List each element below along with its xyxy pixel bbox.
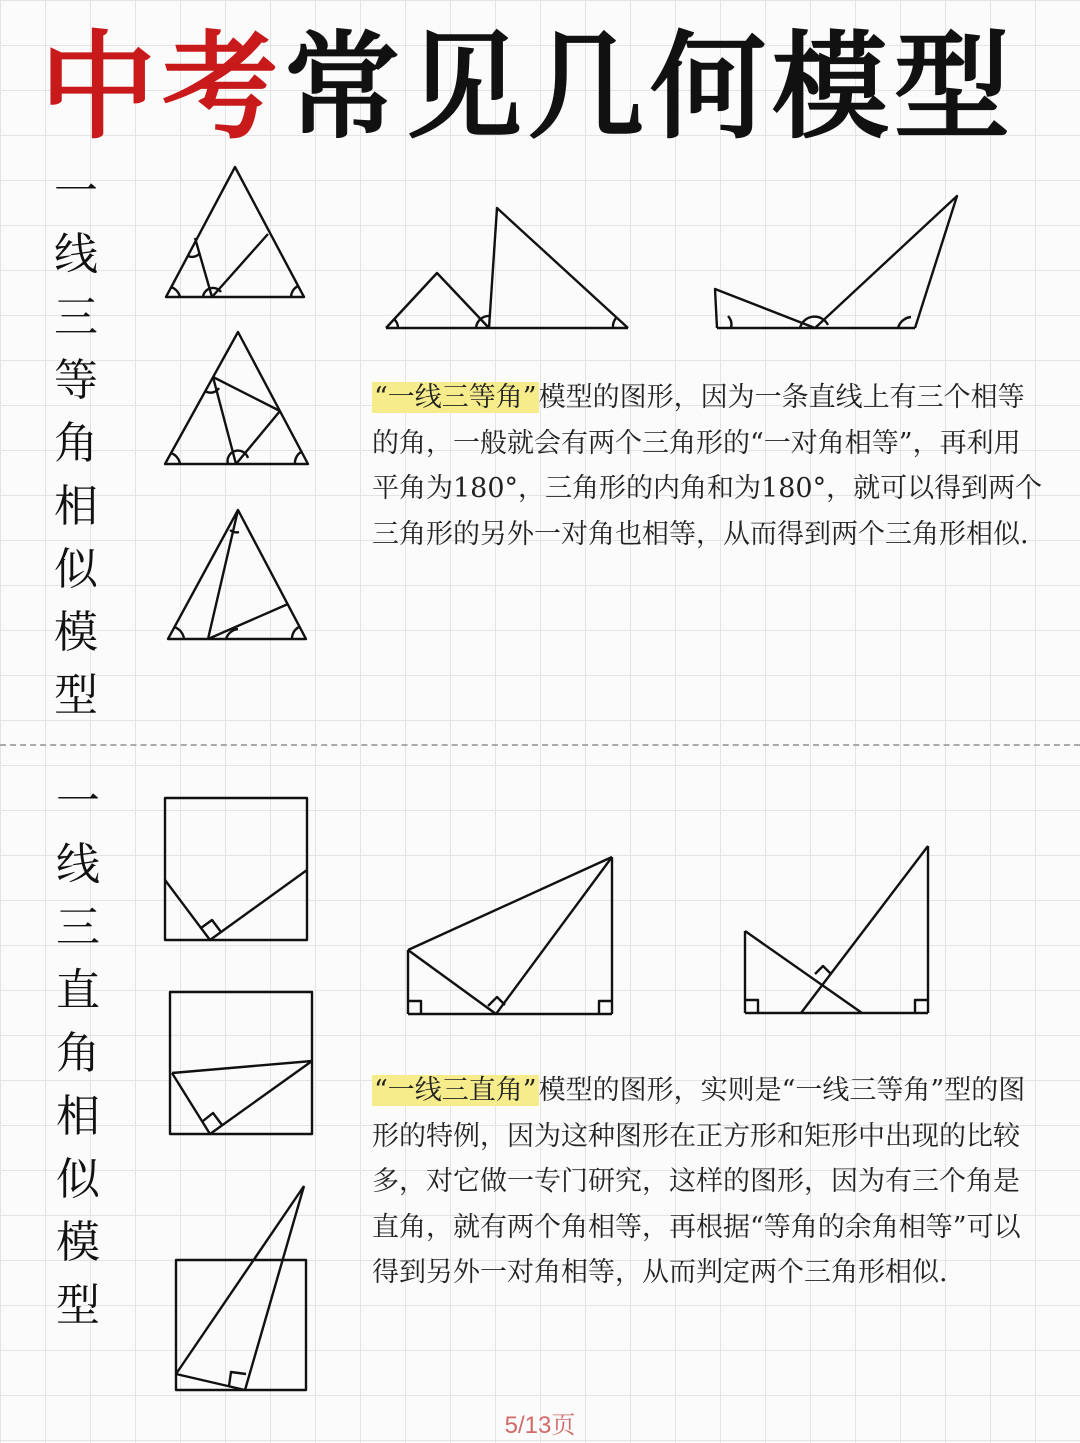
figure-rectangle-right-angle: [170, 992, 312, 1134]
section1-title-char: 一: [54, 166, 98, 217]
section2-description: [372, 1068, 1044, 1296]
section1-title-char: 线: [54, 229, 98, 280]
section1-title-char: 似: [54, 544, 98, 595]
section2-title-char: 一: [56, 776, 100, 827]
section2-title-char: 角: [56, 1028, 100, 1079]
page-indicator: 5/13页: [504, 1412, 576, 1439]
title-main: 常见几何模型: [284, 20, 1016, 155]
section2-title-char: 线: [56, 839, 100, 890]
figure-three-right-angles-2: [745, 846, 928, 1013]
section2-title-char: 似: [56, 1154, 100, 1205]
section2-title-char: 直: [56, 965, 100, 1016]
section1-title-char: 等: [54, 355, 98, 406]
section1-title-char: 角: [54, 418, 98, 469]
section1-highlight: “一线三等角”: [374, 382, 537, 413]
section1-title-char: 三: [54, 292, 98, 343]
section2-title-char: 型: [56, 1280, 100, 1331]
section2-title-char: 相: [56, 1091, 100, 1142]
section1-title-char: 型: [54, 670, 98, 721]
figure-square-right-angle: [165, 798, 307, 940]
section2-title-char: 模: [56, 1217, 100, 1268]
section2-highlight: “一线三直角”: [374, 1075, 537, 1106]
figure-square-long-triangle: [176, 1186, 306, 1390]
figure-three-right-angles-1: [408, 857, 612, 1014]
title-highlight: 中考: [40, 20, 284, 155]
section2-description-text: 模型的图形，实则是“一线三等角”型的图形的特例，因为这种图形在正方形和矩形中出现的比较多，对它做一专门研究，这样的图形，因为有三个角是直角，就有两个角相等，再根据“等角的余角相等”可以得到另外一对角相等，从而判定两个三角形相似.: [372, 1075, 1026, 1288]
section2-title-char: 三: [56, 902, 100, 953]
section1-title-char: 相: [54, 481, 98, 532]
section1-title-char: 模: [54, 607, 98, 658]
section1-description-text: 模型的图形，因为一条直线上有三个相等的角，一般就会有两个三角形的“一对角相等”，再利用平角为180°，三角形的内角和为180°，就可以得到两个三角形的另外一对角也相等，从而得到两个三角形相似.: [372, 382, 1043, 550]
